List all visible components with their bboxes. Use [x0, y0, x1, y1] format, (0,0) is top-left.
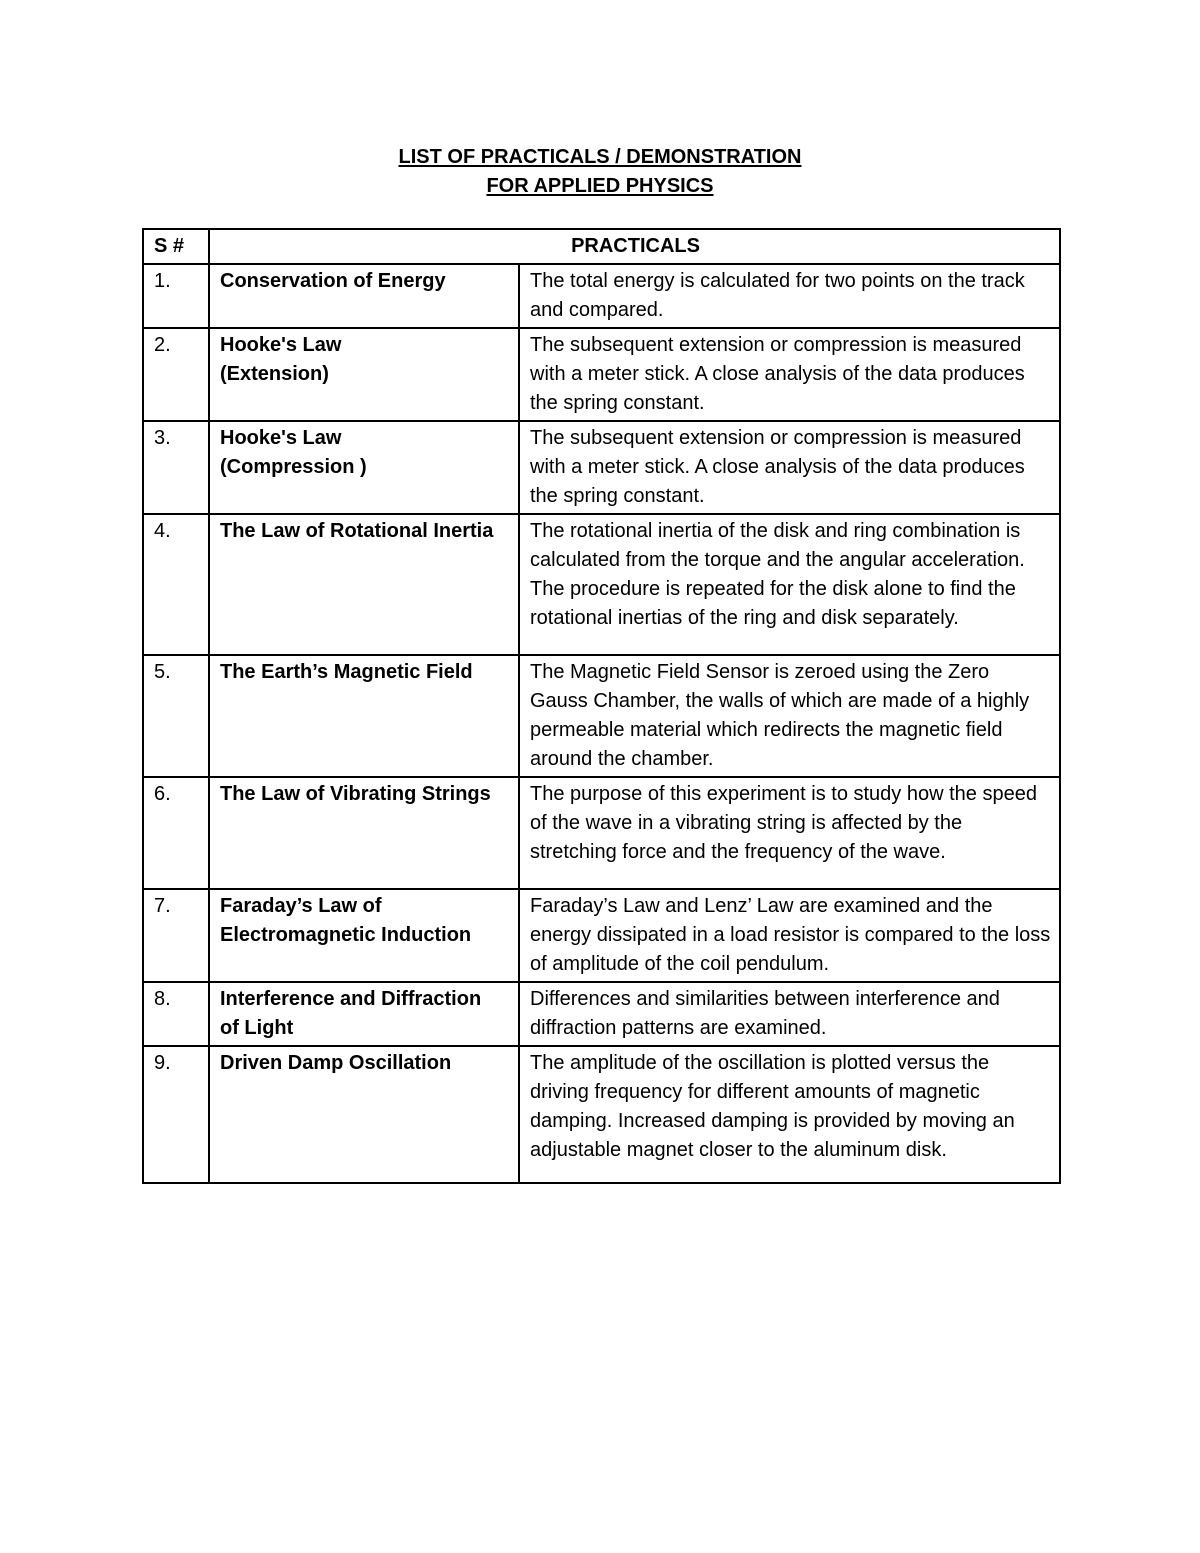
row-number: 1.	[143, 264, 209, 328]
table-row	[143, 264, 1060, 328]
practical-name	[209, 264, 519, 328]
practical-name	[209, 655, 519, 777]
practical-description: The Magnetic Field Sensor is zeroed using the Zero Gauss Chamber, the walls of which are made of a highly permeable material which redirects the magnetic field around the chamber.	[519, 655, 1060, 777]
practical-name-line: Driven Damp Oscillation	[220, 1052, 452, 1074]
practical-name-line: of Light	[220, 1017, 294, 1039]
practical-name-line: Electromagnetic Induction	[220, 924, 472, 946]
practical-name-line: Faraday’s Law of	[220, 895, 382, 917]
page-title	[0, 143, 1200, 201]
practical-description: Differences and similarities between interference and diffraction patterns are examined.	[519, 982, 1060, 1046]
table-row	[143, 328, 1060, 421]
row-number: 3.	[143, 421, 209, 514]
practical-name	[209, 777, 519, 889]
row-number: 4.	[143, 514, 209, 655]
practical-name	[209, 514, 519, 655]
header-sn: S #	[143, 229, 209, 264]
table-row	[143, 982, 1060, 1046]
row-number: 2.	[143, 328, 209, 421]
table-row	[143, 514, 1060, 655]
practicals-table	[142, 228, 1061, 1184]
practical-description: The subsequent extension or compression is measured with a meter stick. A close analysis of the data produces the spring constant.	[519, 328, 1060, 421]
table-row	[143, 1046, 1060, 1183]
practical-description: The rotational inertia of the disk and ring combination is calculated from the torque and the angular acceleration. The procedure is repeated for the disk alone to find the rotational inertias of the ring and disk separately.	[519, 514, 1060, 655]
practical-name-line: (Extension)	[220, 363, 329, 385]
practical-name	[209, 328, 519, 421]
practical-name-line: Conservation of Energy	[220, 270, 446, 292]
practical-name	[209, 982, 519, 1046]
practical-name	[209, 421, 519, 514]
practical-name-line: The Earth’s Magnetic Field	[220, 661, 473, 683]
practical-description: The amplitude of the oscillation is plotted versus the driving frequency for different amounts of magnetic damping. Increased damping is provided by moving an adjustable magnet closer to the aluminum disk.	[519, 1046, 1060, 1183]
table-row	[143, 655, 1060, 777]
row-number: 7.	[143, 889, 209, 982]
row-number: 8.	[143, 982, 209, 1046]
practical-name-line: The Law of Vibrating Strings	[220, 783, 491, 805]
practical-description: The purpose of this experiment is to study how the speed of the wave in a vibrating string is affected by the stretching force and the frequency of the wave.	[519, 777, 1060, 889]
practical-name-line: (Compression )	[220, 456, 367, 478]
practical-name-line: Hooke's Law	[220, 334, 342, 356]
table-row	[143, 889, 1060, 982]
practical-description: The subsequent extension or compression is measured with a meter stick. A close analysis of the data produces the spring constant.	[519, 421, 1060, 514]
header-practicals: PRACTICALS	[209, 229, 1060, 264]
practical-description: Faraday’s Law and Lenz’ Law are examined and the energy dissipated in a load resistor is compared to the loss of amplitude of the coil pendulum.	[519, 889, 1060, 982]
row-number: 5.	[143, 655, 209, 777]
row-number: 9.	[143, 1046, 209, 1183]
practical-name-line: The Law of Rotational Inertia	[220, 520, 494, 542]
row-number: 6.	[143, 777, 209, 889]
practical-description: The total energy is calculated for two points on the track and compared.	[519, 264, 1060, 328]
practical-name-line: Hooke's Law	[220, 427, 342, 449]
table-header-row	[143, 229, 1060, 264]
practical-name	[209, 1046, 519, 1183]
practical-name	[209, 889, 519, 982]
title-line-2: FOR APPLIED PHYSICS	[486, 175, 714, 197]
table-row	[143, 421, 1060, 514]
table-row	[143, 777, 1060, 889]
practical-name-line: Interference and Diffraction	[220, 988, 482, 1010]
title-line-1: LIST OF PRACTICALS / DEMONSTRATION	[398, 146, 802, 168]
